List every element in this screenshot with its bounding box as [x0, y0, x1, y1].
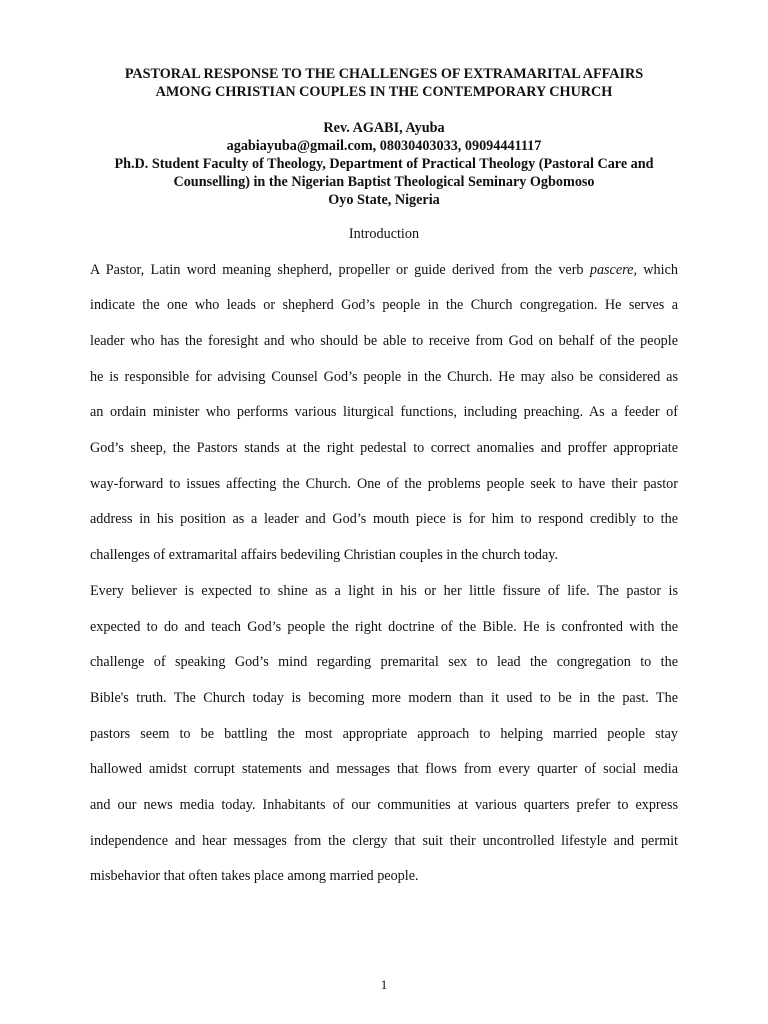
paragraph-1-line: indicate the one who leads or shepherd God’s people in the Church congregation. He serves a: [90, 297, 678, 313]
paragraph-2-line: challenge of speaking God’s mind regarding premarital sex to lead the congregation to the: [90, 654, 678, 670]
paragraph-2-line: hallowed amidst corrupt statements and messages that flows from every quarter of social media: [90, 761, 678, 777]
paragraph-1-line: an ordain minister who performs various liturgical functions, including preaching. As a feeder of: [90, 404, 678, 420]
latin-term-pascere: pascere,: [589, 262, 637, 278]
author-location: Oyo State, Nigeria: [328, 192, 440, 208]
author-affiliation-line-1: Ph.D. Student Faculty of Theology, Department of Practical Theology (Pastoral Care and: [114, 156, 654, 172]
document-title-line-2: AMONG CHRISTIAN COUPLES IN THE CONTEMPORARY CHURCH: [155, 84, 613, 100]
paragraph-2-line: and our news media today. Inhabitants of our communities at various quarters prefer to express: [90, 797, 678, 813]
paragraph-1-line: way-forward to issues affecting the Church. One of the problems people seek to have their pastor: [90, 476, 678, 492]
page-number: 1: [380, 977, 388, 992]
author-affiliation-line-2: Counselling) in the Nigerian Baptist Theological Seminary Ogbomoso: [173, 174, 595, 190]
paragraph-2-line: Bible's truth. The Church today is becoming more modern than it used to be in the past. The: [90, 690, 678, 706]
paragraph-2-line: independence and hear messages from the clergy that suit their uncontrolled lifestyle and permit: [90, 833, 678, 849]
paragraph-2-line: misbehavior that often takes place among married people.: [90, 868, 419, 884]
paragraph-1-line-1-text: A Pastor, Latin word meaning shepherd, propeller or guide derived from the verb: [90, 262, 590, 278]
paragraph-1-line: address in his position as a leader and God’s mouth piece is for him to respond credibly to the: [90, 511, 678, 527]
document-title-line-1: PASTORAL RESPONSE TO THE CHALLENGES OF EXTRAMARITAL AFFAIRS: [124, 66, 644, 82]
paragraph-2-line: Every believer is expected to shine as a light in his or her little fissure of life. The pastor is: [90, 583, 678, 599]
author-name: Rev. AGABI, Ayuba: [323, 120, 445, 136]
author-block: [60, 119, 708, 209]
paragraph-1-line: leader who has the foresight and who should be able to receive from God on behalf of the people: [90, 333, 678, 349]
paragraph-2-line: expected to do and teach God’s people the right doctrine of the Bible. He is confronted with the: [90, 619, 678, 635]
paragraph-1-line-1-tail: which: [637, 262, 678, 278]
author-contact: agabiayuba@gmail.com, 08030403033, 09094441117: [226, 138, 542, 154]
paragraph-1-line: [90, 261, 678, 279]
paragraph-1-line: he is responsible for advising Counsel God’s people in the Church. He may also be considered as: [90, 369, 678, 385]
paragraph-2-line: pastors seem to be battling the most appropriate approach to helping married people stay: [90, 726, 678, 742]
paragraph-1-line: challenges of extramarital affairs bedeviling Christian couples in the church today.: [90, 547, 559, 563]
section-heading-introduction: Introduction: [348, 226, 420, 242]
paragraph-1-line: God’s sheep, the Pastors stands at the right pedestal to correct anomalies and proffer appropriate: [90, 440, 678, 456]
